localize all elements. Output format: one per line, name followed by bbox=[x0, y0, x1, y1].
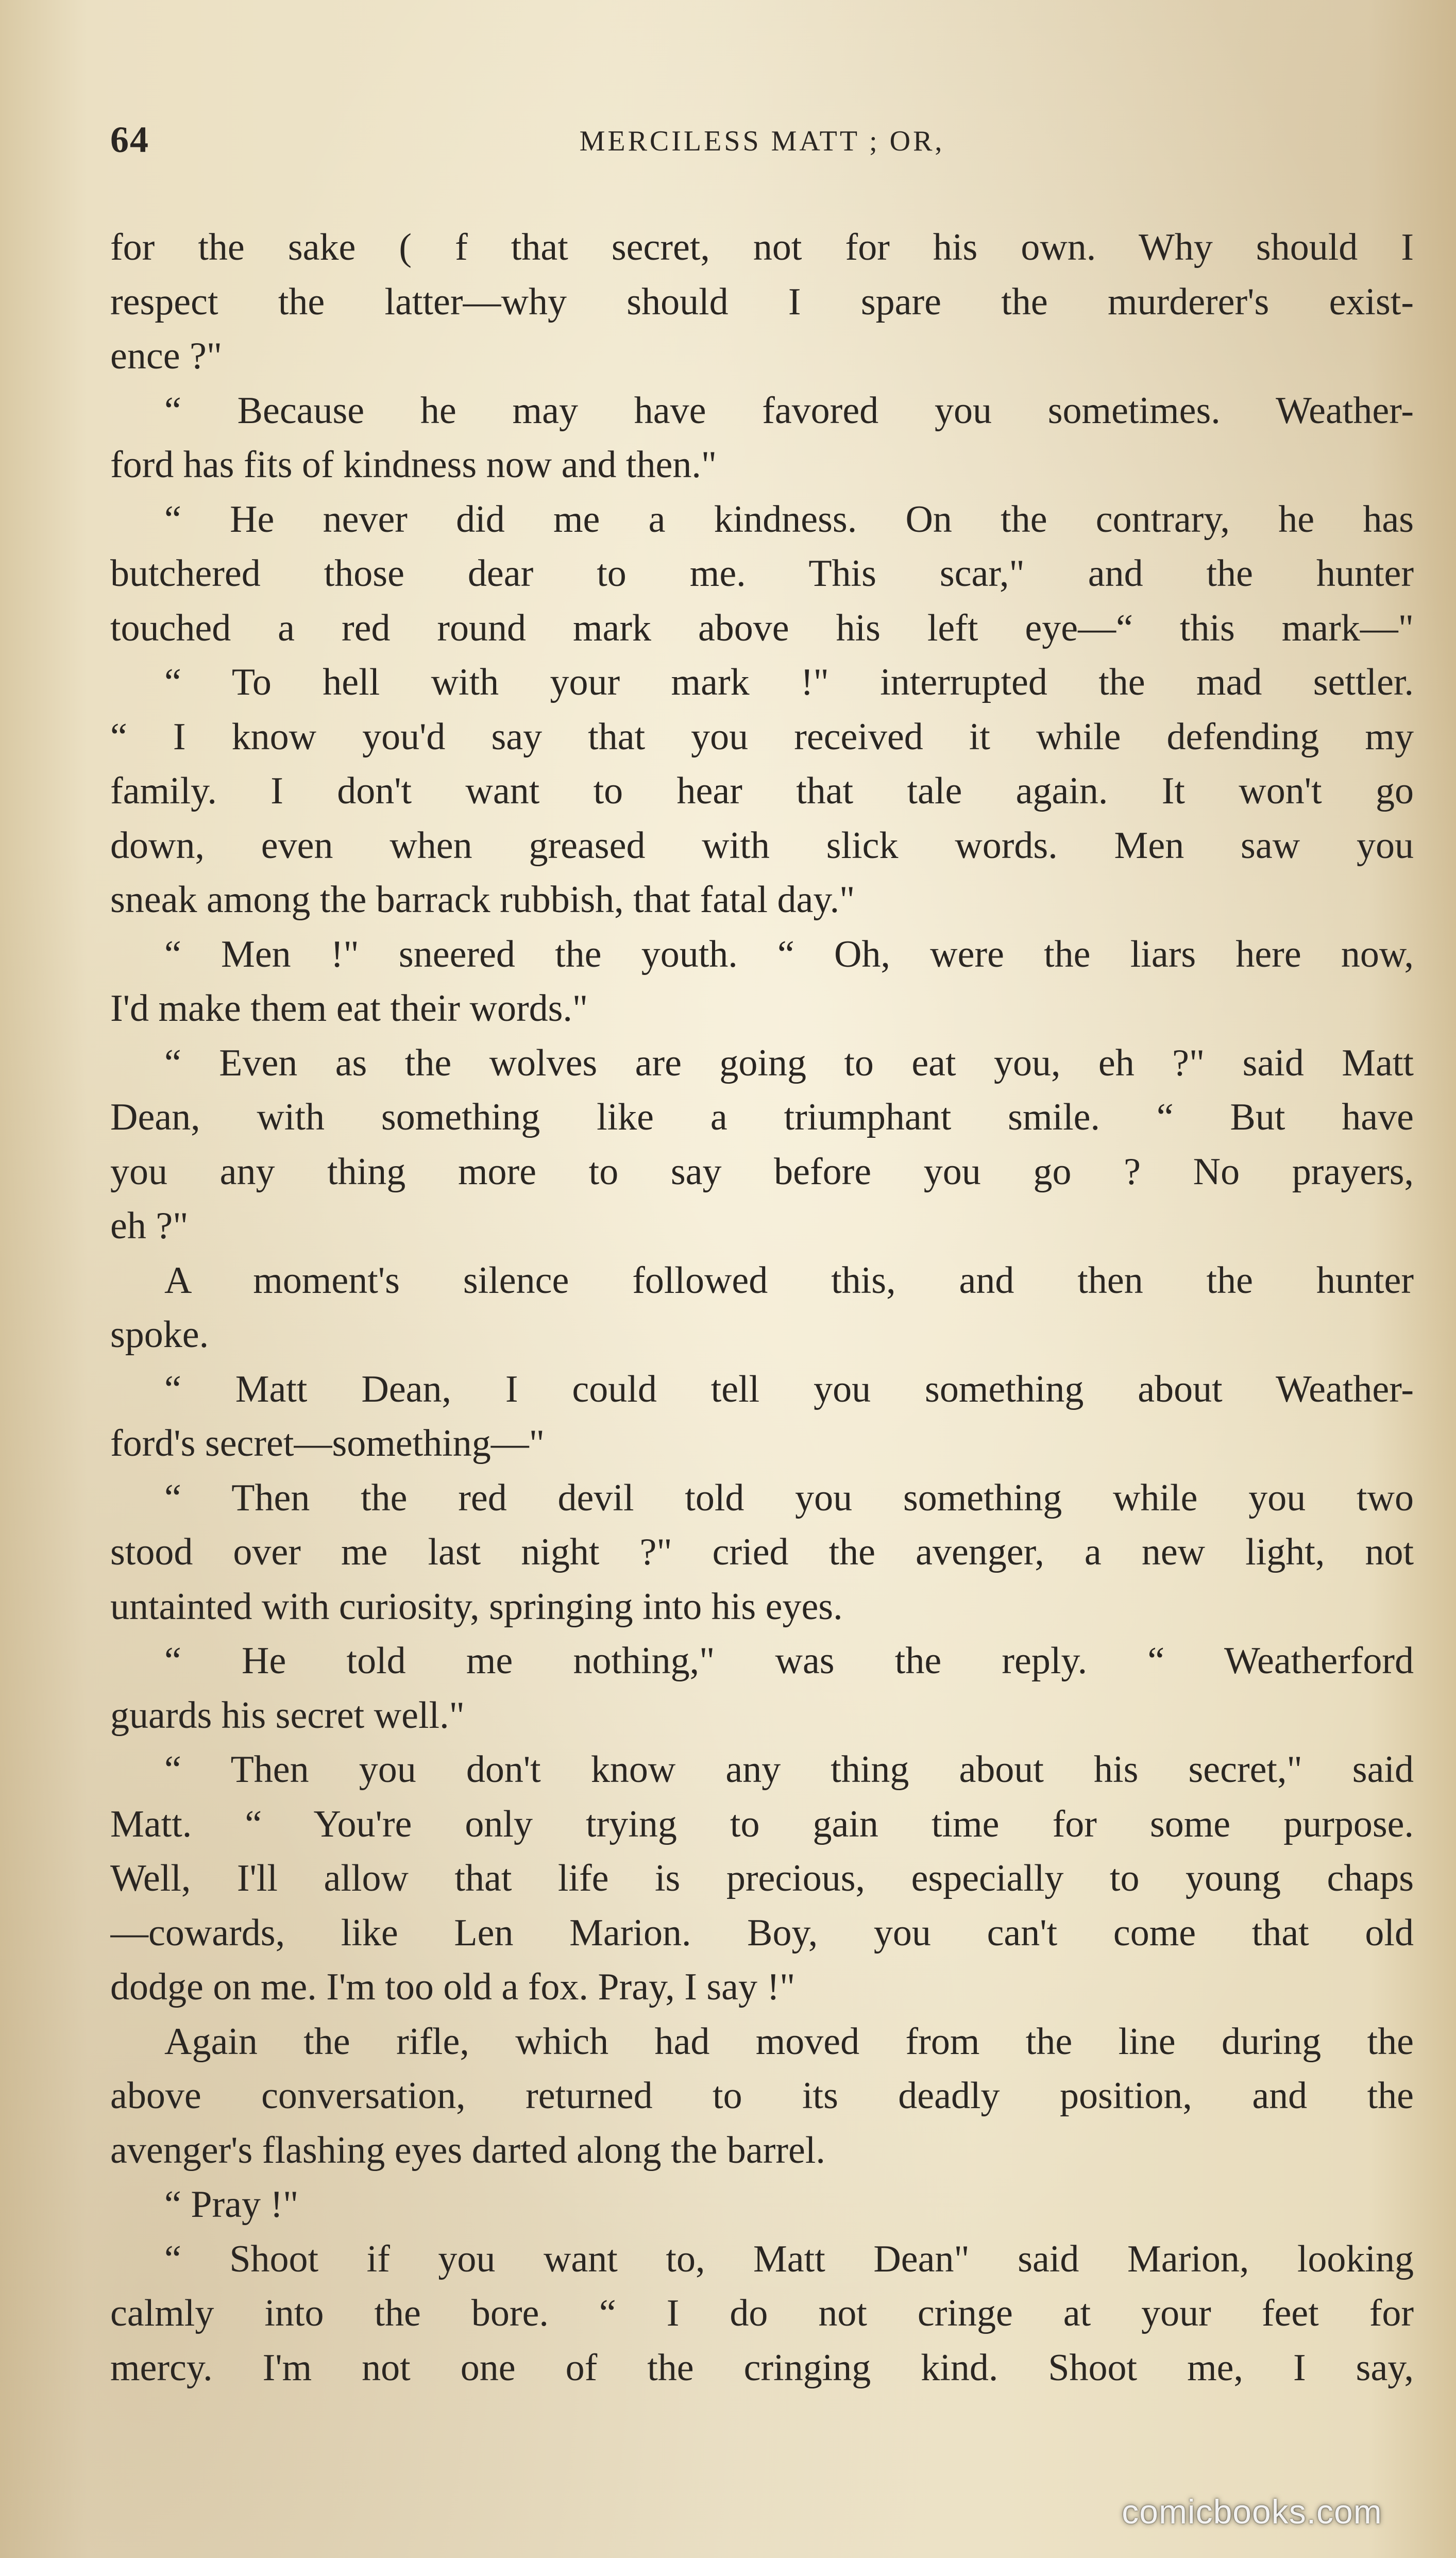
text-line: Matt. “ You're only trying to gain time for some purpose. bbox=[110, 1803, 1414, 1845]
text-line: “ Even as the wolves are going to eat you, eh ?" said Matt bbox=[164, 1041, 1414, 1084]
text-line: guards his secret well." bbox=[110, 1694, 465, 1737]
text-line: for the sake ( f that secret, not for his own. Why should I bbox=[110, 226, 1414, 268]
running-title: MERCILESS MATT ; OR, bbox=[579, 125, 945, 157]
page-number: 64 bbox=[110, 119, 149, 160]
text-line: I'd make them eat their words." bbox=[110, 987, 588, 1030]
text-line: spoke. bbox=[110, 1314, 209, 1356]
watermark: comicbooks.com bbox=[1122, 2493, 1382, 2531]
text-line: down, even when greased with slick words. Men saw you bbox=[110, 824, 1414, 867]
text-line: “ Men !" sneered the youth. “ Oh, were the liars here now, bbox=[164, 933, 1414, 975]
text-line: eh ?" bbox=[110, 1205, 189, 1247]
text-line: “ Matt Dean, I could tell you something about Weather- bbox=[164, 1368, 1414, 1410]
text-line: untainted with curiosity, springing into his eyes. bbox=[110, 1585, 843, 1628]
text-line: stood over me last night ?" cried the avenger, a new light, not bbox=[110, 1531, 1414, 1573]
text-line: “ To hell with your mark !" interrupted the mad settler. bbox=[164, 661, 1414, 703]
text-line: Dean, with something like a triumphant smile. “ But have bbox=[110, 1096, 1414, 1138]
text-line: ence ?" bbox=[110, 335, 223, 377]
page-header bbox=[110, 119, 1414, 165]
text-line: “ He told me nothing," was the reply. “ Weatherford bbox=[164, 1640, 1414, 1682]
text-line: “ He never did me a kindness. On the contrary, he has bbox=[164, 498, 1414, 541]
body-text bbox=[110, 221, 1414, 2395]
text-line: “ Pray !" bbox=[164, 2183, 299, 2226]
text-line: you any thing more to say before you go ? No prayers, bbox=[110, 1150, 1414, 1193]
text-line: “ Because he may have favored you sometimes. Weather- bbox=[164, 389, 1414, 432]
text-line: avenger's flashing eyes darted along the barrel. bbox=[110, 2129, 825, 2172]
text-line: touched a red round mark above his left eye—“ this mark—" bbox=[110, 607, 1414, 649]
text-line: —cowards, like Len Marion. Boy, you can't come that old bbox=[110, 1911, 1414, 1954]
text-line: “ I know you'd say that you received it while defending my bbox=[110, 715, 1414, 758]
text-line: calmly into the bore. “ I do not cringe at your feet for bbox=[110, 2292, 1414, 2334]
text-line: “ Then you don't know any thing about his secret," said bbox=[164, 1748, 1414, 1791]
text-line: Well, I'll allow that life is precious, especially to young chaps bbox=[110, 1857, 1414, 1899]
text-line: respect the latter—why should I spare the murderer's exist- bbox=[110, 280, 1414, 323]
text-line: dodge on me. I'm too old a fox. Pray, I say !" bbox=[110, 1966, 795, 2008]
text-line: ford's secret—something—" bbox=[110, 1422, 545, 1465]
text-line: Again the rifle, which had moved from the line during the bbox=[164, 2020, 1414, 2063]
text-line: family. I don't want to hear that tale again. It won't go bbox=[110, 770, 1414, 812]
text-line: sneak among the barrack rubbish, that fatal day." bbox=[110, 879, 855, 921]
text-line: A moment's silence followed this, and then the hunter bbox=[164, 1259, 1414, 1302]
text-line: “ Shoot if you want to, Matt Dean" said Marion, looking bbox=[164, 2237, 1414, 2280]
text-line: “ Then the red devil told you something while you two bbox=[164, 1476, 1414, 1519]
text-line: above conversation, returned to its deadly position, and the bbox=[110, 2075, 1414, 2117]
text-line: mercy. I'm not one of the cringing kind. Shoot me, I say, bbox=[110, 2346, 1414, 2389]
text-line: ford has fits of kindness now and then." bbox=[110, 444, 717, 486]
text-line: butchered those dear to me. This scar," and the hunter bbox=[110, 552, 1414, 595]
